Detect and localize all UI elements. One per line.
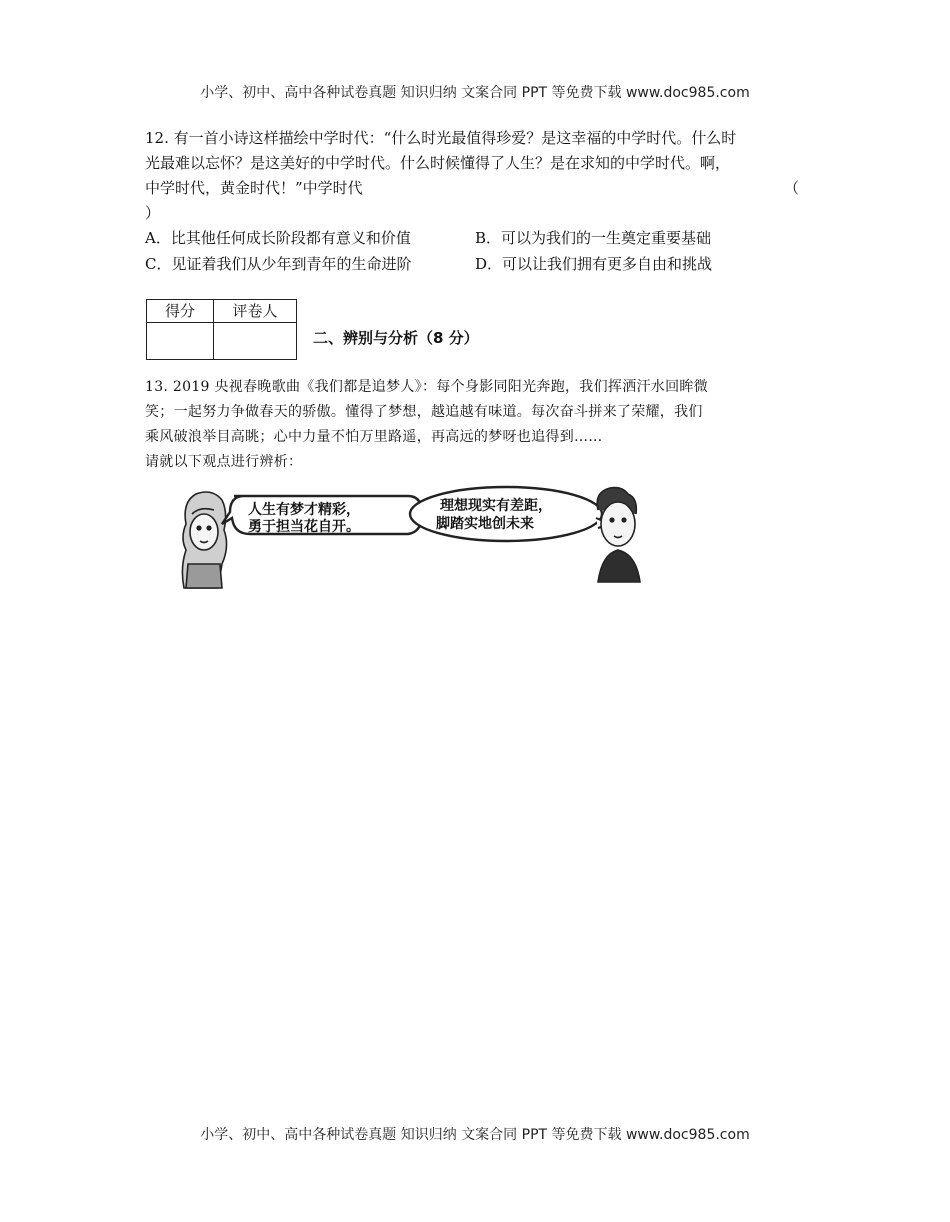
score-cell[interactable] xyxy=(147,323,214,360)
grader-cell[interactable] xyxy=(214,323,297,360)
options-row-1 xyxy=(145,225,805,251)
speech-bubble-right xyxy=(410,487,602,541)
answer-paren-open: （ xyxy=(783,179,799,197)
section-title: 二、辨别与分析（8 分） xyxy=(313,329,479,347)
q12-line-1: 12. 有一首小诗这样描绘中学时代：“什么时光最值得珍爱？是这幸福的中学时代。什么时 xyxy=(145,129,737,147)
question-12 xyxy=(145,126,805,226)
question-13 xyxy=(145,375,805,475)
cartoon-illustration xyxy=(178,484,653,594)
bubble-right-line-2: 脚踏实地创未来 xyxy=(436,516,534,532)
option-d: D．可以让我们拥有更多自由和挑战 xyxy=(475,255,713,273)
q13-line-2: 笑；一起努力争做春天的骄傲。懂得了梦想，越追越有味道。每次奋斗拼来了荣耀，我们 xyxy=(145,404,703,420)
girl-figure xyxy=(182,492,226,588)
q12-line-3 xyxy=(145,176,805,201)
speech-bubble-left xyxy=(222,496,422,535)
page-footer: 小学、初中、高中各种试卷真题 知识归纳 文案合同 PPT 等免费下载 www.doc985.com xyxy=(200,1127,750,1143)
options-row-2 xyxy=(145,251,805,277)
option-a: A．比其他任何成长阶段都有意义和价值 xyxy=(145,229,411,247)
q12-line-2: 光最难以忘怀？是这美好的中学时代。什么时候懂得了人生？是在求知的中学时代。啊， xyxy=(145,154,731,172)
score-label: 得分 xyxy=(147,300,214,323)
bubble-left-line-2: 勇于担当花自开。 xyxy=(248,519,360,535)
option-b: B．可以为我们的一生奠定重要基础 xyxy=(475,229,712,247)
q12-line-3-text: 中学时代，黄金时代！”中学时代 xyxy=(145,179,363,197)
bubble-left-line-1: 人生有梦才精彩， xyxy=(248,502,360,518)
page-header: 小学、初中、高中各种试卷真题 知识归纳 文案合同 PPT 等免费下载 www.doc985.com xyxy=(200,85,750,101)
q13-instruction: 请就以下观点进行辨析： xyxy=(145,454,303,470)
grader-label: 评卷人 xyxy=(214,300,297,323)
boy-figure xyxy=(597,488,640,582)
bubble-right-line-1: 理想现实有差距， xyxy=(440,498,552,514)
q13-line-1: 13. 2019 央视春晚歌曲《我们都是追梦人》：每个身影同阳光奔跑，我们挥洒汗水回眸微 xyxy=(145,379,708,395)
score-table xyxy=(146,299,297,360)
option-c: C．见证着我们从少年到青年的生命进阶 xyxy=(145,255,412,273)
q13-line-3: 乘风破浪举目高眺；心中力量不怕万里路遥，再高远的梦呀也追得到…… xyxy=(145,429,603,445)
q12-options xyxy=(145,225,805,277)
answer-paren-close: ） xyxy=(145,204,161,222)
